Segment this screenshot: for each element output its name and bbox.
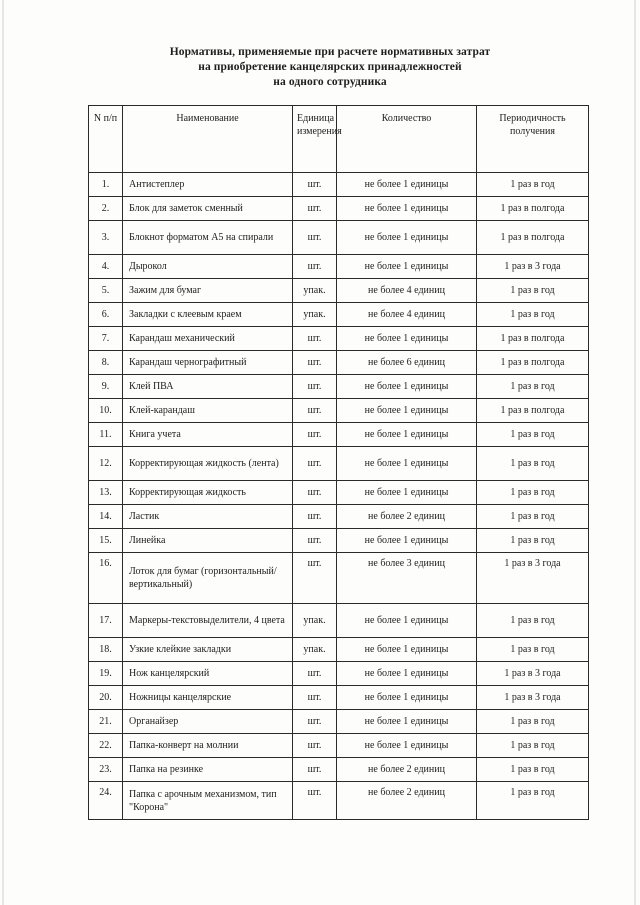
cell-unit: шт. (293, 710, 337, 734)
cell-period: 1 раз в полгода (477, 221, 589, 255)
cell-period: 1 раз в год (477, 173, 589, 197)
cell-period: 1 раз в год (477, 710, 589, 734)
cell-num: 6. (89, 303, 123, 327)
cell-name: Зажим для бумаг (123, 279, 293, 303)
cell-num: 20. (89, 686, 123, 710)
cell-num: 14. (89, 505, 123, 529)
cell-qty: не более 1 единицы (337, 327, 477, 351)
cell-qty: не более 1 единицы (337, 375, 477, 399)
cell-name: Нож канцелярский (123, 662, 293, 686)
cell-period: 1 раз в год (477, 734, 589, 758)
heading-line-2: на приобретение канцелярских принадлежностей (198, 61, 462, 73)
cell-qty: не более 1 единицы (337, 399, 477, 423)
cell-qty: не более 1 единицы (337, 481, 477, 505)
cell-name: Антистеплер (123, 173, 293, 197)
table-row (89, 734, 589, 758)
table-row (89, 327, 589, 351)
cell-num: 22. (89, 734, 123, 758)
cell-num: 13. (89, 481, 123, 505)
table-row (89, 351, 589, 375)
cell-num: 4. (89, 255, 123, 279)
cell-qty: не более 4 единиц (337, 279, 477, 303)
cell-num: 9. (89, 375, 123, 399)
cell-unit: шт. (293, 553, 337, 604)
cell-unit: шт. (293, 221, 337, 255)
scan-edge-right (634, 0, 636, 905)
cell-num: 16. (89, 553, 123, 604)
cell-num: 24. (89, 782, 123, 820)
table-row (89, 758, 589, 782)
cell-qty: не более 1 единицы (337, 447, 477, 481)
cell-qty: не более 1 единицы (337, 221, 477, 255)
table-row (89, 686, 589, 710)
table-row (89, 529, 589, 553)
cell-period: 1 раз в полгода (477, 197, 589, 221)
cell-name: Блок для заметок сменный (123, 197, 293, 221)
table-header-row (89, 106, 589, 173)
cell-unit: шт. (293, 255, 337, 279)
cell-num: 23. (89, 758, 123, 782)
cell-period: 1 раз в год (477, 303, 589, 327)
cell-period: 1 раз в 3 года (477, 662, 589, 686)
cell-period: 1 раз в год (477, 447, 589, 481)
cell-period: 1 раз в год (477, 604, 589, 638)
cell-unit: шт. (293, 782, 337, 820)
norms-table (88, 105, 589, 820)
cell-name: Блокнот форматом А5 на спирали (123, 221, 293, 255)
cell-num: 19. (89, 662, 123, 686)
cell-unit: шт. (293, 399, 337, 423)
cell-qty: не более 1 единицы (337, 710, 477, 734)
table-row (89, 604, 589, 638)
cell-unit: шт. (293, 351, 337, 375)
cell-period: 1 раз в полгода (477, 327, 589, 351)
cell-name: Папка-конверт на молнии (123, 734, 293, 758)
table-row (89, 221, 589, 255)
cell-name: Лоток для бумаг (горизонтальный/ вертикальный) (123, 553, 293, 604)
table-row (89, 662, 589, 686)
cell-name: Органайзер (123, 710, 293, 734)
cell-unit: шт. (293, 447, 337, 481)
table-row (89, 782, 589, 820)
cell-unit: шт. (293, 375, 337, 399)
cell-qty: не более 6 единиц (337, 351, 477, 375)
column-header-qty: Количество (337, 106, 477, 173)
cell-qty: не более 2 единиц (337, 505, 477, 529)
cell-name: Дырокол (123, 255, 293, 279)
cell-qty: не более 1 единицы (337, 662, 477, 686)
cell-qty: не более 1 единицы (337, 197, 477, 221)
cell-period: 1 раз в полгода (477, 351, 589, 375)
table-row (89, 255, 589, 279)
cell-num: 15. (89, 529, 123, 553)
table-row (89, 481, 589, 505)
cell-name: Карандаш чернографитный (123, 351, 293, 375)
cell-qty: не более 1 единицы (337, 529, 477, 553)
cell-unit: шт. (293, 662, 337, 686)
cell-num: 5. (89, 279, 123, 303)
cell-name: Клей-карандаш (123, 399, 293, 423)
cell-unit: шт. (293, 529, 337, 553)
cell-period: 1 раз в год (477, 758, 589, 782)
cell-qty: не более 1 единицы (337, 734, 477, 758)
cell-qty: не более 2 единиц (337, 758, 477, 782)
table-row (89, 447, 589, 481)
table-row (89, 197, 589, 221)
document-heading (130, 45, 530, 90)
heading-line-3: на одного сотрудника (273, 76, 387, 88)
table-row (89, 505, 589, 529)
cell-name: Маркеры-текстовыделители, 4 цвета (123, 604, 293, 638)
cell-qty: не более 1 единицы (337, 638, 477, 662)
cell-period: 1 раз в 3 года (477, 686, 589, 710)
cell-period: 1 раз в полгода (477, 399, 589, 423)
cell-name: Линейка (123, 529, 293, 553)
cell-qty: не более 2 единиц (337, 782, 477, 820)
cell-num: 11. (89, 423, 123, 447)
cell-qty: не более 1 единицы (337, 255, 477, 279)
cell-qty: не более 3 единиц (337, 553, 477, 604)
column-header-name: Наименование (123, 106, 293, 173)
cell-period: 1 раз в год (477, 423, 589, 447)
table-row (89, 423, 589, 447)
cell-period: 1 раз в год (477, 638, 589, 662)
cell-qty: не более 1 единицы (337, 173, 477, 197)
cell-qty: не более 1 единицы (337, 686, 477, 710)
column-header-num: N п/п (89, 106, 123, 173)
table-row (89, 375, 589, 399)
cell-unit: шт. (293, 197, 337, 221)
cell-unit: шт. (293, 173, 337, 197)
cell-qty: не более 1 единицы (337, 604, 477, 638)
cell-unit: шт. (293, 481, 337, 505)
cell-num: 17. (89, 604, 123, 638)
cell-name: Папка на резинке (123, 758, 293, 782)
cell-unit: упак. (293, 279, 337, 303)
table-row (89, 173, 589, 197)
cell-name: Ластик (123, 505, 293, 529)
cell-period: 1 раз в год (477, 481, 589, 505)
cell-num: 2. (89, 197, 123, 221)
cell-period: 1 раз в год (477, 375, 589, 399)
table-body (89, 173, 589, 820)
cell-name: Узкие клейкие закладки (123, 638, 293, 662)
cell-period: 1 раз в 3 года (477, 255, 589, 279)
table-row (89, 710, 589, 734)
cell-num: 18. (89, 638, 123, 662)
cell-unit: шт. (293, 734, 337, 758)
cell-name: Ножницы канцелярские (123, 686, 293, 710)
cell-name: Папка с арочным механизмом, тип "Корона" (123, 782, 293, 820)
cell-period: 1 раз в год (477, 782, 589, 820)
cell-name: Корректирующая жидкость (123, 481, 293, 505)
cell-unit: шт. (293, 686, 337, 710)
cell-num: 12. (89, 447, 123, 481)
cell-unit: упак. (293, 638, 337, 662)
cell-period: 1 раз в год (477, 279, 589, 303)
cell-unit: упак. (293, 303, 337, 327)
cell-unit: шт. (293, 423, 337, 447)
cell-unit: шт. (293, 327, 337, 351)
cell-name: Книга учета (123, 423, 293, 447)
cell-num: 21. (89, 710, 123, 734)
column-header-unit: Единица измерения (293, 106, 337, 173)
cell-qty: не более 4 единиц (337, 303, 477, 327)
cell-num: 8. (89, 351, 123, 375)
cell-num: 7. (89, 327, 123, 351)
table-row (89, 279, 589, 303)
column-header-period: Периодичность получения (477, 106, 589, 173)
table-row (89, 303, 589, 327)
cell-name: Карандаш механический (123, 327, 293, 351)
cell-num: 1. (89, 173, 123, 197)
cell-unit: шт. (293, 505, 337, 529)
cell-unit: шт. (293, 758, 337, 782)
cell-period: 1 раз в 3 года (477, 553, 589, 604)
cell-period: 1 раз в год (477, 529, 589, 553)
cell-qty: не более 1 единицы (337, 423, 477, 447)
cell-name: Корректирующая жидкость (лента) (123, 447, 293, 481)
scan-edge-left (2, 0, 4, 905)
table-row (89, 638, 589, 662)
table-row (89, 399, 589, 423)
cell-name: Закладки с клеевым краем (123, 303, 293, 327)
cell-num: 10. (89, 399, 123, 423)
cell-num: 3. (89, 221, 123, 255)
cell-unit: упак. (293, 604, 337, 638)
table-row (89, 553, 589, 604)
cell-name: Клей ПВА (123, 375, 293, 399)
heading-line-1: Нормативы, применяемые при расчете нормативных затрат (169, 46, 491, 58)
cell-period: 1 раз в год (477, 505, 589, 529)
